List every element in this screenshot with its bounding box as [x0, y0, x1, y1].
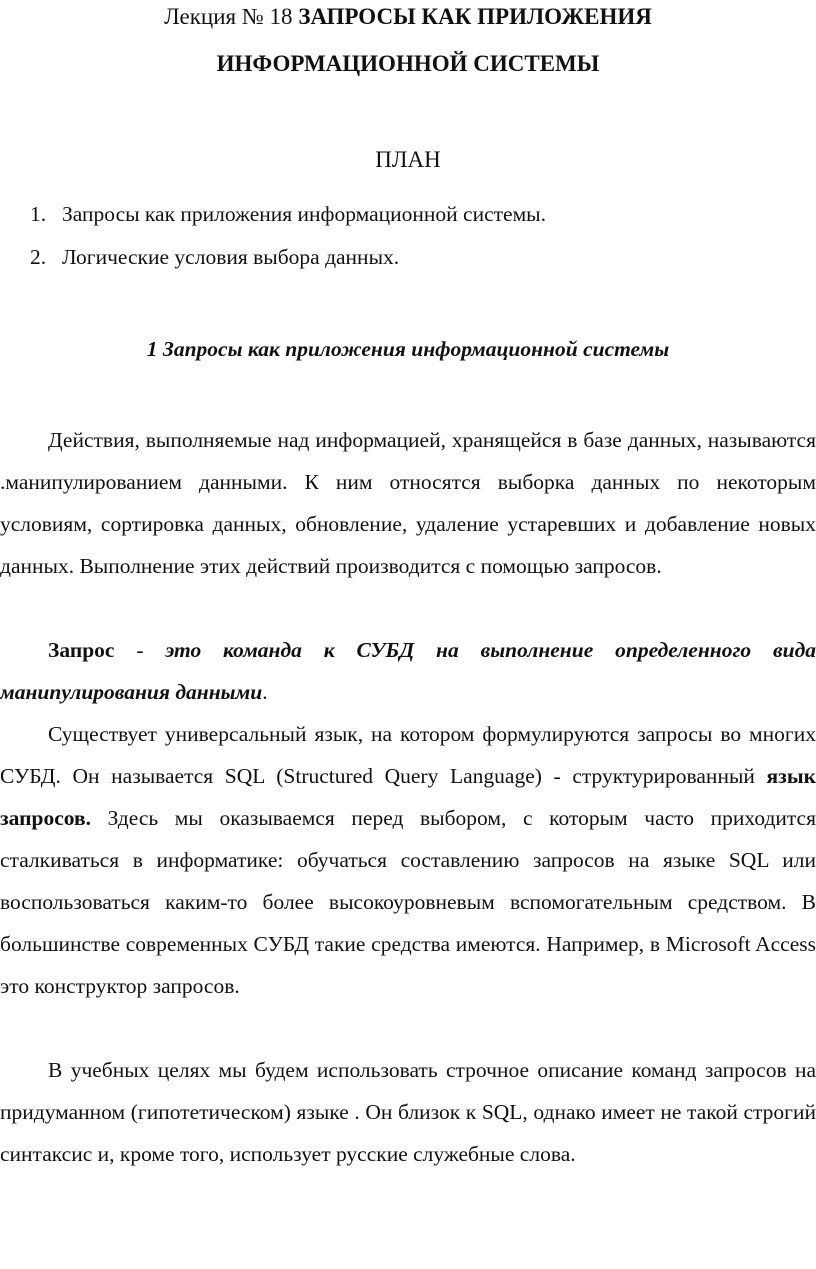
paragraph-1-text: Действия, выполняемые над информацией, хранящейся в базе данных, называются .манипулированием данными. К ним относятся выборка данных по некоторым условиям, сортировка данных, обновление, удаление устаревших и добавление новых данных. Выполнение этих действий производится с помощью запросов. — [0, 428, 816, 578]
plan-item-number: 1. — [30, 202, 47, 226]
plan-item — [30, 199, 546, 242]
query-term: Запрос — [48, 638, 115, 662]
definition-end: . — [262, 680, 268, 704]
paragraph-4 — [0, 1049, 816, 1175]
plan-item — [30, 242, 546, 285]
plan-item-text: Запросы как приложения информационной системы. — [62, 202, 546, 226]
lecture-number: Лекция № 18 — [164, 4, 293, 29]
query-definition-text: это команда к СУБД на выполнение определенного вида манипулирования данными — [0, 638, 816, 704]
section-1-heading: 1 Запросы как приложения информационной системы — [146, 337, 670, 361]
paragraph-3-part-2: Здесь мы оказываемся перед выбором, с которым часто приходится сталкиваться в информатике: обучаться составлению запросов на языке SQL или воспользоваться каким-то более высокоуровневым вспомогательным средством. В большинстве современных СУБД такие средства имеются. Например, в Microsoft Access это конструктор запросов. — [0, 806, 816, 998]
definition-dash: - — [114, 638, 166, 662]
query-definition — [0, 629, 816, 713]
plan-heading: ПЛАН — [375, 147, 441, 172]
paragraph-3 — [0, 713, 816, 1007]
paragraph-4-text: В учебных целях мы будем использовать строчное описание команд запросов на придуманном (гипотетическом) языке . Он близок к SQL, однако имеет не такой строгий синтаксис и, кроме того, использует русские служебные слова. — [0, 1058, 816, 1166]
paragraph-1 — [0, 419, 816, 587]
plan-list — [30, 199, 546, 285]
paragraph-3-text — [0, 713, 816, 1007]
lecture-title-bold-part-1: ЗАПРОСЫ КАК ПРИЛОЖЕНИЯ — [298, 4, 652, 29]
lecture-title-line-1 — [0, 2, 816, 32]
query-language-term: язык запросов. — [0, 764, 816, 830]
lecture-title-line-2 — [0, 49, 816, 79]
plan-item-text: Логические условия выбора данных. — [62, 245, 400, 269]
paragraph-3-part-1: Существует универсальный язык, на котором формулируются запросы во многих СУБД. Он называется SQL (Structured Query Language) - структурированный — [0, 722, 816, 788]
paragraph-2 — [0, 629, 816, 713]
plan-item-number: 2. — [30, 245, 47, 269]
lecture-title-bold-part-2: ИНФОРМАЦИОННОЙ СИСТЕМЫ — [216, 51, 600, 76]
